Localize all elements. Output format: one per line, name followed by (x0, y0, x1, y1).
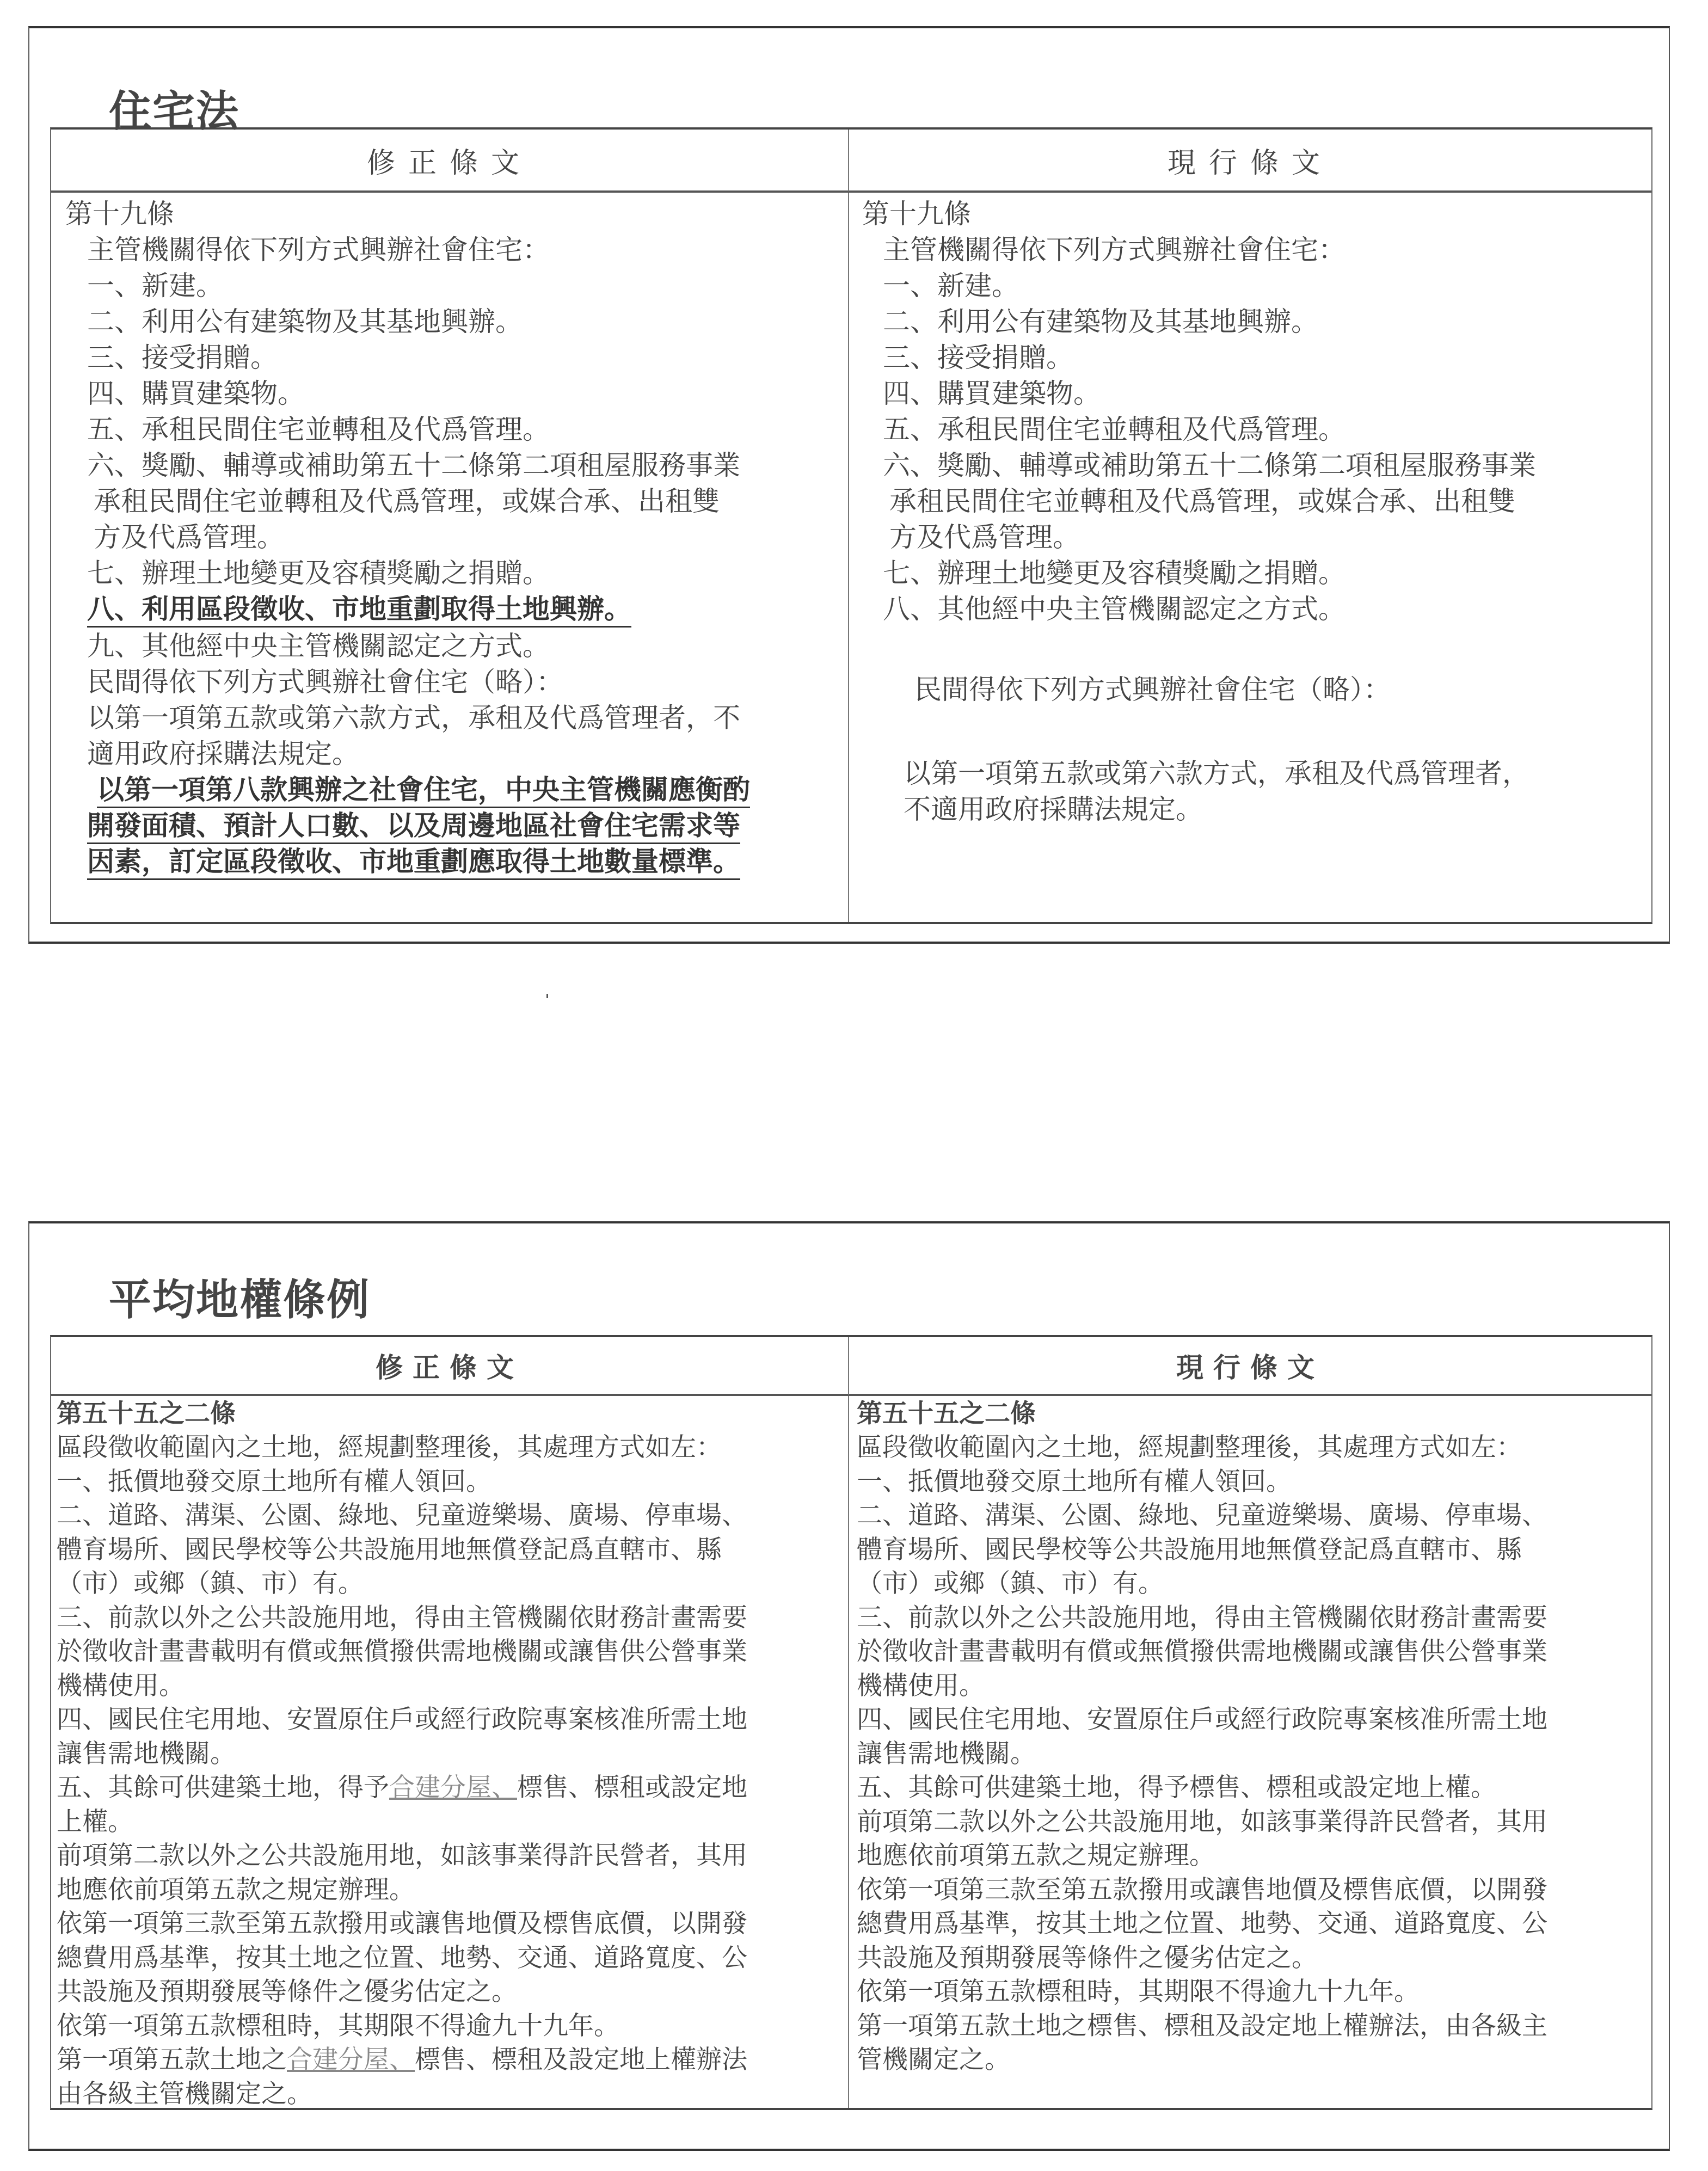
text-line: 地應依前項第五款之規定辦理。 (57, 1875, 415, 1905)
item-line: 六、獎勵、輔導或補助第五十二條第二項租屋服務事業 (87, 450, 740, 481)
amended-column (51, 1396, 849, 2108)
intro-line: 主管機關得依下列方式興辦社會住宅： (87, 234, 550, 266)
text-line: 依第一項第五款標租時，其期限不得逾九十九年。 (857, 1977, 1420, 2007)
equalization-of-land-rights-act-comparison (28, 1221, 1670, 2151)
item-5-line (57, 1771, 848, 1805)
text-line: （市）或鄉（鎮、市）有。 (857, 1569, 1164, 1598)
text-line: 讓售需地機關。 (57, 1739, 236, 1769)
item-line: 三、接受捐贈。 (87, 342, 278, 373)
text-line: 依第一項第三款至第五款撥用或讓售地價及標售底價，以開發 (57, 1909, 747, 1939)
text-segment: 標售、標租或設定地 (517, 1773, 747, 1803)
intro-line: 主管機關得依下列方式興辦社會住宅： (883, 234, 1345, 266)
new-item-8 (87, 591, 631, 627)
text-line: 於徵收計畫書載明有償或無償撥供需地機關或讓售供公營事業 (857, 1637, 1547, 1666)
text-line: 由各級主管機關定之。 (57, 2079, 312, 2109)
new-paragraph-line (87, 808, 740, 844)
item-line: 承租民間住宅並轉租及代爲管理，或媒合承、出租雙 (889, 485, 1515, 517)
private-line: 民間得依下列方式興辦社會住宅（略）： (87, 666, 563, 698)
comparison-table (50, 1335, 1652, 2110)
text-line: 區段徵收範圍內之土地，經規劃整理後，其處理方式如左： (857, 1432, 1522, 1462)
procurement-line: 不適用政府採購法規定。 (904, 794, 1203, 825)
text-line: 二、道路、溝渠、公園、綠地、兒童遊樂場、廣場、停車場、 (857, 1500, 1547, 1530)
current-column (849, 193, 1651, 922)
comparison-table (50, 127, 1652, 924)
scan-speck (546, 994, 548, 998)
text-line: 總費用爲基準，按其土地之位置、地勢、交通、道路寬度、公 (57, 1943, 747, 1973)
item-line: 五、承租民間住宅並轉租及代爲管理。 (87, 414, 550, 445)
housing-act-comparison (28, 26, 1670, 944)
text-line: 地應依前項第五款之規定辦理。 (857, 1841, 1215, 1871)
item-line: 五、承租民間住宅並轉租及代爲管理。 (883, 414, 1345, 445)
item-line: 方及代爲管理。 (889, 521, 1080, 553)
item-line: 七、辦理土地變更及容積獎勵之捐贈。 (883, 557, 1345, 589)
text-line: 前項第二款以外之公共設施用地，如該事業得許民營者，其用 (857, 1807, 1547, 1837)
text-line: （市）或鄉（鎮、市）有。 (57, 1569, 364, 1598)
text-segment: 五、其餘可供建築土地，得予 (57, 1773, 389, 1803)
law-title: 住宅法 (109, 87, 240, 136)
text-line: 讓售需地機關。 (857, 1739, 1036, 1769)
item-line: 四、購買建築物。 (883, 378, 1101, 409)
text-line: 第一項第五款土地之標售、標租及設定地上權辦法，由各級主 (857, 2011, 1547, 2041)
item-line: 一、新建。 (883, 270, 1019, 302)
text-line: 五、其餘可供建築土地，得予標售、標租或設定地上權。 (857, 1773, 1496, 1803)
item-line: 方及代爲管理。 (94, 521, 284, 553)
article-number: 第十九條 (862, 198, 971, 230)
item-line: 六、獎勵、輔導或補助第五十二條第二項租屋服務事業 (883, 450, 1536, 481)
item-line: 九、其他經中央主管機關認定之方式。 (87, 630, 550, 662)
text-line: 四、國民住宅用地、安置原住戶或經行政院專案核准所需土地 (857, 1705, 1547, 1735)
article-number: 第五十五之二條 (857, 1399, 1036, 1429)
text-segment: 第一項第五款土地之 (57, 2045, 287, 2075)
item-line: 承租民間住宅並轉租及代爲管理，或媒合承、出租雙 (94, 485, 720, 517)
text-segment: 標售、標租及設定地上權辦法 (415, 2045, 747, 2075)
article-number: 第十九條 (65, 198, 174, 230)
text-line: 管機關定之。 (857, 2045, 1010, 2075)
inserted-text: 合建分屋、 (389, 1773, 517, 1803)
new-paragraph-line (97, 772, 750, 808)
text-line: 前項第二款以外之公共設施用地，如該事業得許民營者，其用 (57, 1841, 747, 1871)
text-line: 依第一項第三款至第五款撥用或讓售地價及標售底價，以開發 (857, 1875, 1547, 1905)
inserted-text: 開發面積、預計人口數、以及周邊地區社會住宅需求等 (87, 810, 740, 844)
current-column (849, 1396, 1651, 2108)
inserted-text: 因素，訂定區段徵收、市地重劃應取得土地數量標準。 (87, 846, 740, 880)
text-line: 三、前款以外之公共設施用地，得由主管機關依財務計畫需要 (857, 1603, 1547, 1633)
text-line: 機構使用。 (57, 1671, 185, 1701)
text-line: 體育場所、國民學校等公共設施用地無償登記爲直轄市、縣 (857, 1535, 1522, 1565)
text-line: 於徵收計畫書載明有償或無償撥供需地機關或讓售供公營事業 (57, 1637, 747, 1666)
item-line: 八、其他經中央主管機關認定之方式。 (883, 593, 1345, 625)
text-line: 一、抵價地發交原土地所有權人領回。 (57, 1467, 491, 1497)
text-line: 共設施及預期發展等條件之優劣估定之。 (857, 1943, 1317, 1973)
text-line: 機構使用。 (857, 1671, 985, 1701)
item-line: 四、購買建築物。 (87, 378, 305, 409)
text-line: 二、道路、溝渠、公園、綠地、兒童遊樂場、廣場、停車場、 (57, 1500, 747, 1530)
procurement-line: 以第一項第五款或第六款方式，承租及代爲管理者，不 (87, 702, 740, 734)
text-line: 一、抵價地發交原土地所有權人領回。 (857, 1467, 1292, 1497)
header-amended: 修正條文 (51, 1337, 849, 1396)
text-line: 依第一項第五款標租時，其期限不得逾九十九年。 (57, 2011, 619, 2041)
inserted-text: 八、利用區段徵收、市地重劃取得土地興辦。 (87, 593, 631, 628)
header-amended: 修正條文 (51, 130, 849, 193)
header-current: 現行條文 (849, 1337, 1651, 1396)
text-line: 上權。 (57, 1807, 133, 1837)
item-line: 七、辦理土地變更及容積獎勵之捐贈。 (87, 557, 550, 589)
text-line: 總費用爲基準，按其土地之位置、地勢、交通、道路寬度、公 (857, 1909, 1547, 1939)
article-number: 第五十五之二條 (57, 1399, 236, 1429)
last-line (57, 2043, 848, 2077)
procurement-line: 適用政府採購法規定。 (87, 738, 359, 770)
header-current: 現行條文 (849, 130, 1651, 193)
inserted-text: 合建分屋、 (287, 2045, 415, 2075)
item-line: 三、接受捐贈。 (883, 342, 1073, 373)
amended-column (51, 193, 849, 922)
private-line: 民間得依下列方式興辦社會住宅（略）： (914, 674, 1391, 705)
item-line: 二、利用公有建築物及其基地興辦。 (87, 306, 523, 337)
text-line: 三、前款以外之公共設施用地，得由主管機關依財務計畫需要 (57, 1603, 747, 1633)
inserted-text: 以第一項第八款興辦之社會住宅，中央主管機關應衡酌 (97, 774, 750, 808)
procurement-line: 以第一項第五款或第六款方式，承租及代爲管理者， (904, 758, 1529, 789)
item-line: 二、利用公有建築物及其基地興辦。 (883, 306, 1318, 337)
new-paragraph-line (87, 844, 740, 880)
text-line: 共設施及預期發展等條件之優劣估定之。 (57, 1977, 517, 2007)
item-line: 一、新建。 (87, 270, 223, 302)
law-title: 平均地權條例 (109, 1276, 371, 1325)
text-line: 體育場所、國民學校等公共設施用地無償登記爲直轄市、縣 (57, 1535, 722, 1565)
text-line: 四、國民住宅用地、安置原住戶或經行政院專案核准所需土地 (57, 1705, 747, 1735)
text-line: 區段徵收範圍內之土地，經規劃整理後，其處理方式如左： (57, 1432, 722, 1462)
